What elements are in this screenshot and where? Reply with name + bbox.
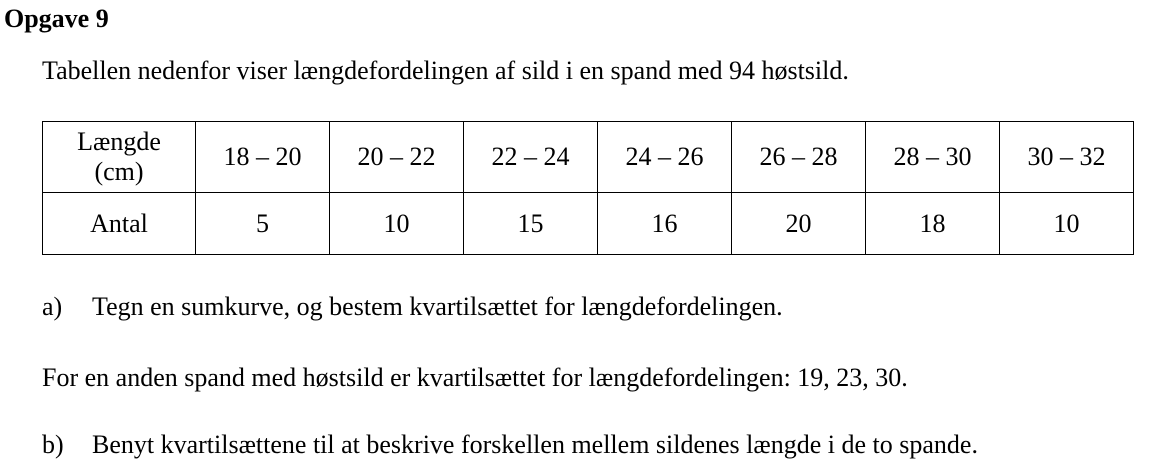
question-a: [42, 290, 783, 324]
count-cell: 10: [1000, 193, 1134, 255]
intro-text: Tabellen nedenfor viser længdefordelingen af sild i en spand med 94 høstsild.: [42, 56, 849, 85]
interval-cell: 30 – 32: [1000, 122, 1134, 193]
interval-cell: 22 – 24: [464, 122, 598, 193]
table-header-count: Antal: [43, 193, 196, 255]
interval-cell: 24 – 26: [598, 122, 732, 193]
count-cell: 15: [464, 193, 598, 255]
count-cell: 5: [196, 193, 330, 255]
count-cell: 20: [732, 193, 866, 255]
interval-cell: 26 – 28: [732, 122, 866, 193]
interval-cell: 28 – 30: [866, 122, 1000, 193]
table-header-length: [43, 122, 196, 193]
count-cell: 18: [866, 193, 1000, 255]
interval-cell: 18 – 20: [196, 122, 330, 193]
length-distribution-table: [42, 121, 1134, 255]
question-b: [42, 428, 978, 462]
length-label: Længde: [77, 127, 161, 156]
exercise-title: Opgave 9: [4, 4, 109, 33]
table-row-length: [43, 122, 1134, 193]
table-row-count: [43, 193, 1134, 255]
question-b-text: Benyt kvartilsættene til at beskrive forskellen mellem sildenes længde i de to spande.: [92, 430, 978, 459]
question-a-text: Tegn en sumkurve, og bestem kvartilsættet for længdefordelingen.: [92, 292, 783, 321]
question-b-label: b): [42, 430, 64, 459]
count-cell: 16: [598, 193, 732, 255]
length-unit-label: (cm): [94, 157, 144, 186]
quartile-info-text: For en anden spand med høstsild er kvartilsættet for længdefordelingen: 19, 23, 30.: [42, 363, 908, 392]
question-a-label: a): [42, 292, 63, 321]
count-cell: 10: [330, 193, 464, 255]
interval-cell: 20 – 22: [330, 122, 464, 193]
